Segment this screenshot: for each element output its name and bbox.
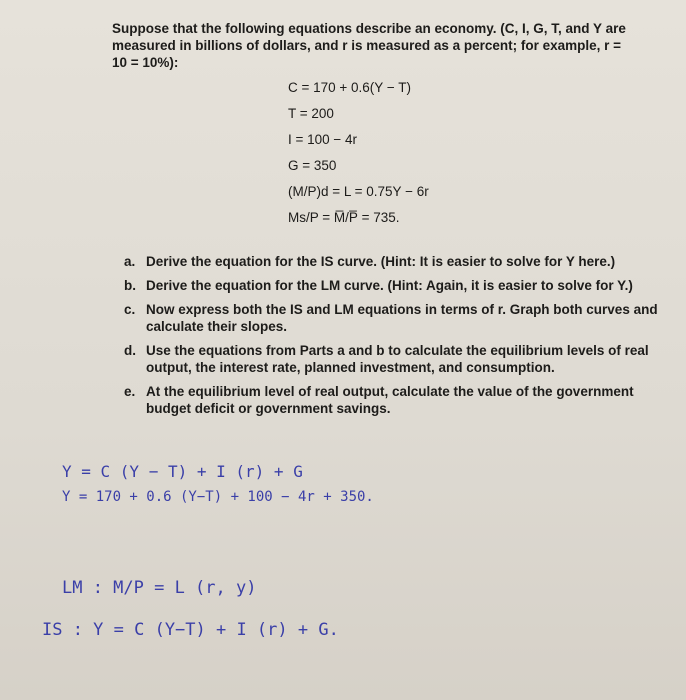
question-parts (120, 253, 660, 424)
part-text: Use the equations from Parts a and b to calculate the equilibrium levels of real output, the interest rate, planned investment, and consumption. (146, 343, 649, 375)
equation-taxes: T = 200 (288, 106, 334, 121)
equation-investment: I = 100 − 4r (288, 132, 358, 147)
handwritten-lm: LM : M/P = L (r, y) (62, 578, 257, 598)
equation-consumption: C = 170 + 0.6(Y − T) (288, 80, 411, 95)
part-text: Now express both the IS and LM equations in terms of r. Graph both curves and calculate their slopes. (146, 302, 658, 334)
part-label: d. (124, 343, 136, 358)
part-c (120, 301, 660, 335)
part-text: Derive the equation for the IS curve. (Hint: It is easier to solve for Y here.) (146, 254, 616, 269)
part-label: a. (124, 254, 136, 269)
part-d (120, 342, 660, 376)
problem-intro: Suppose that the following equations describe an economy. (C, I, G, T, and Y are measured in billions of dollars, and r is measured as a percent; for example, r = 10 = 10%): (112, 21, 626, 70)
equation-money-supply: Ms/P = M̅/P̅ = 735. (288, 210, 400, 225)
equation-money-demand: (M/P)d = L = 0.75Y − 6r (288, 184, 429, 199)
part-label: b. (124, 278, 136, 293)
part-text: Derive the equation for the LM curve. (Hint: Again, it is easier to solve for Y.) (146, 278, 633, 293)
part-e (120, 383, 660, 417)
equation-block (288, 78, 429, 234)
part-b (120, 277, 660, 294)
handwritten-is-identity: Y = C (Y − T) + I (r) + G (62, 462, 303, 481)
part-a (120, 253, 660, 270)
handwritten-is-substituted: Y = 170 + 0.6 (Y−T) + 100 − 4r + 350. (62, 489, 374, 505)
handwritten-is: IS : Y = C (Y−T) + I (r) + G. (42, 620, 339, 640)
part-text: At the equilibrium level of real output, calculate the value of the government budget deficit or government savings. (146, 384, 634, 416)
part-label: e. (124, 384, 136, 399)
equation-government: G = 350 (288, 158, 337, 173)
part-label: c. (124, 302, 136, 317)
